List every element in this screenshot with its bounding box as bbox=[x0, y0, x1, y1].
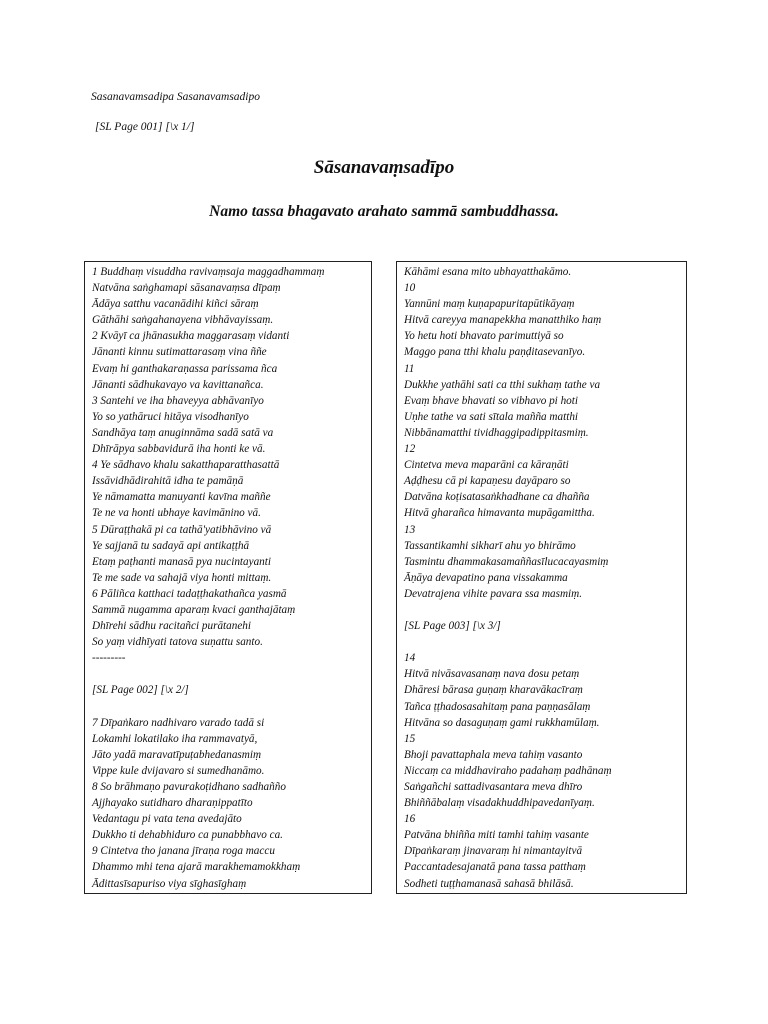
verse-line: Yo hetu hoti bhavato parimuttiyā so bbox=[404, 330, 564, 343]
verse-line: Kāhāmi esana mito ubhayatthakāmo. bbox=[404, 266, 572, 278]
verse-line: Patvāna bhiñña miti tamhi tahiṃ vasante bbox=[404, 829, 589, 842]
verse-line: Evaṃ bhave bhavati so vibhavo pi hoti bbox=[404, 394, 578, 407]
left-verse-column bbox=[84, 261, 372, 894]
verse-line: Dukkhe yathāhi sati ca tthi sukhaṃ tathe va bbox=[404, 378, 601, 391]
verse-line: Uṇhe tathe va sati sītala mañña matthi bbox=[404, 410, 579, 423]
verse-line: Dīpaṅkaraṃ jinavaraṃ hi nimantayitvā bbox=[404, 845, 583, 858]
verse-line: 9 Cintetva tho janana jīraṇa roga maccu bbox=[92, 845, 275, 858]
verse-line: Sodheti tuṭṭhamanasā sahasā bhilāsā. bbox=[404, 877, 574, 890]
verse-line: Natvāna saṅghamapi sāsanavaṃsa dīpaṃ bbox=[92, 282, 281, 295]
verse-line: [SL Page 003] [\x 3/] bbox=[404, 620, 501, 633]
verse-line: Sammā nugamma aparaṃ kvaci ganthajātaṃ bbox=[92, 603, 296, 616]
verse-line: Ajjhayako sutidharo dharaṇippatīto bbox=[92, 797, 253, 810]
verse-line: Hitvā careyya manapekkha manatthiko haṃ bbox=[404, 314, 602, 327]
verse-line: Ye nāmamatta manuyanti kavīna maññe bbox=[92, 491, 271, 504]
verse-line: Hitvā nivāsavasanaṃ nava dosu petaṃ bbox=[404, 668, 580, 681]
verse-line: Jānanti kinnu sutimattarasaṃ vina ññe bbox=[92, 346, 267, 359]
verse-line: Tasmintu dhammakasamaññasīlucacayasmiṃ bbox=[404, 555, 609, 568]
verse-line: 2 Kvāyī ca jhānasukha maggarasaṃ vidanti bbox=[92, 330, 290, 343]
verse-line bbox=[92, 666, 371, 682]
verse-line: Te ne va honti ubhaye kavimānino vā. bbox=[92, 507, 261, 520]
verse-line: Ādāya satthu vacanādihi kiñci sāraṃ bbox=[92, 298, 259, 311]
verse-line: 1 Buddhaṃ visuddha ravivaṃsaja maggadhammaṃ bbox=[92, 266, 325, 278]
verse-line: Yo so yathāruci hitāya visodhanīyo bbox=[92, 410, 249, 423]
document-title: Sāsanavaṃsadīpo bbox=[313, 157, 455, 178]
verse-line: Tañca ṭṭhadosasahitaṃ pana paṇṇasālaṃ bbox=[404, 700, 591, 713]
verse-line: Saṅgañchi sattadivasantara meva dhīro bbox=[404, 781, 583, 793]
verse-line: Sandhāya taṃ anuginnāma sadā satā va bbox=[92, 426, 274, 439]
verse-line: [SL Page 002] [\x 2/] bbox=[92, 684, 189, 697]
verse-line: 11 bbox=[404, 362, 415, 375]
verse-line: Dhīrāpya sabbavidurā iha honti ke vā. bbox=[92, 443, 266, 456]
verse-line: Nibbānamatthi tividhaggipadippitasmiṃ. bbox=[404, 426, 589, 439]
verse-line: 7 Dīpaṅkaro nadhivaro varado tadā si bbox=[92, 716, 265, 729]
verse-line: Āṇāya devapatino pana vissakamma bbox=[404, 571, 568, 584]
verse-line: --------- bbox=[92, 652, 126, 665]
verse-line: Dhammo mhi tena ajarā marakhemamokkhaṃ bbox=[92, 861, 301, 874]
right-verse-column bbox=[396, 261, 687, 894]
verse-line: Bhiññābalaṃ visadakhuddhipavedanīyaṃ. bbox=[404, 797, 595, 810]
verse-line: 12 bbox=[404, 443, 416, 456]
verse-line: 3 Santehi ve iha bhaveyya abhāvanīyo bbox=[92, 394, 264, 407]
verse-line: 15 bbox=[404, 732, 416, 745]
verse-line: Dukkho ti dehabhiduro ca punabbhavo ca. bbox=[92, 829, 283, 842]
verse-line: Vippe kule dvijavaro si sumedhanāmo. bbox=[92, 764, 265, 777]
verse-line: 16 bbox=[404, 813, 416, 826]
verse-line bbox=[404, 634, 686, 650]
verse-line: Etaṃ paṭhanti manasā pya nucintayanti bbox=[92, 555, 271, 568]
verse-line: 13 bbox=[404, 523, 416, 536]
verse-line: 8 So brāhmaṇo pavurakoṭidhano sadhañño bbox=[92, 781, 286, 793]
verse-line: 6 Pāliñca katthaci tadaṭṭhakathañca yasmā bbox=[92, 587, 287, 600]
verse-line: 10 bbox=[404, 282, 416, 295]
verse-line: Yannūni maṃ kuṇapapuritapūtikāyaṃ bbox=[404, 298, 575, 311]
verse-line: Maggo pana tthi khalu paṇḍitasevanīyo. bbox=[404, 346, 586, 359]
verse-line: Ādittasīsapuriso viya sīghasīghaṃ bbox=[92, 877, 247, 890]
verse-line: Te me sade va sahajā viya honti mittaṃ. bbox=[92, 571, 272, 584]
verse-line bbox=[404, 602, 686, 618]
verse-line: Niccaṃ ca middhaviraho padahaṃ padhānaṃ bbox=[404, 764, 612, 777]
verse-line: 14 bbox=[404, 652, 416, 665]
verse-line: Cintetva meva maparāni ca kāraṇāti bbox=[404, 459, 569, 472]
document-label: Sasanavamsadipa Sasanavamsadipo bbox=[91, 91, 260, 103]
verse-line: 4 Ye sādhavo khalu sakatthaparatthasattā bbox=[92, 459, 280, 472]
verse-line: Hitvāna so dasaguṇaṃ gami rukkhamūlaṃ. bbox=[404, 716, 600, 729]
verse-line: Aḍḍhesu cā pi kapaṇesu dayāparo so bbox=[404, 475, 571, 488]
verse-line: So yaṃ vidhīyati tatova suṇattu santo. bbox=[92, 636, 263, 649]
verse-line: Jānanti sādhukavayo va kavittanañca. bbox=[92, 378, 264, 391]
verse-line: Paccantadesajanatā pana tassa patthaṃ bbox=[404, 861, 586, 874]
verse-line: Datvāna koṭisatasaṅkhadhane ca dhañña bbox=[404, 491, 590, 504]
verse-line: Vedantagu pi vata tena avedajāto bbox=[92, 813, 242, 826]
verse-line: Hitvā gharañca himavanta mupāgamittha. bbox=[404, 507, 595, 520]
verse-line: Issāvidhādirahitā idha te pamāṇā bbox=[92, 475, 244, 488]
verse-line: Jāto yadā maravatīpuṭabhedanasmiṃ bbox=[92, 748, 262, 761]
verse-line: Ye sajjanā tu sadayā api antikaṭṭhā bbox=[92, 539, 250, 552]
verse-line: Tassantikamhi sikharī ahu yo bhirāmo bbox=[404, 539, 576, 552]
verse-line: Devatrajena vihite pavara ssa masmiṃ. bbox=[404, 587, 583, 600]
verse-line: Lokamhi lokatilako iha rammavatyā, bbox=[92, 732, 258, 745]
verse-line: Dhīrehi sādhu racitañci purātanehi bbox=[92, 620, 251, 633]
verse-line: Dhāresi bārasa guṇaṃ kharavākacīraṃ bbox=[404, 684, 583, 697]
verse-line: 5 Dūraṭṭhakā pi ca tathā'yatibhāvino vā bbox=[92, 523, 272, 536]
verse-line: Gāthāhi saṅgahanayena vibhāvayissaṃ. bbox=[92, 314, 274, 327]
verse-line bbox=[92, 699, 371, 715]
page-marker: [SL Page 001] [\x 1/] bbox=[95, 121, 195, 133]
invocation-line: Namo tassa bhagavato arahato sammā sambuddhassa. bbox=[209, 203, 559, 220]
verse-line: Evaṃ hi ganthakaraṇassa parissama ñca bbox=[92, 362, 278, 375]
verse-line: Bhoji pavattaphala meva tahiṃ vasanto bbox=[404, 748, 583, 761]
